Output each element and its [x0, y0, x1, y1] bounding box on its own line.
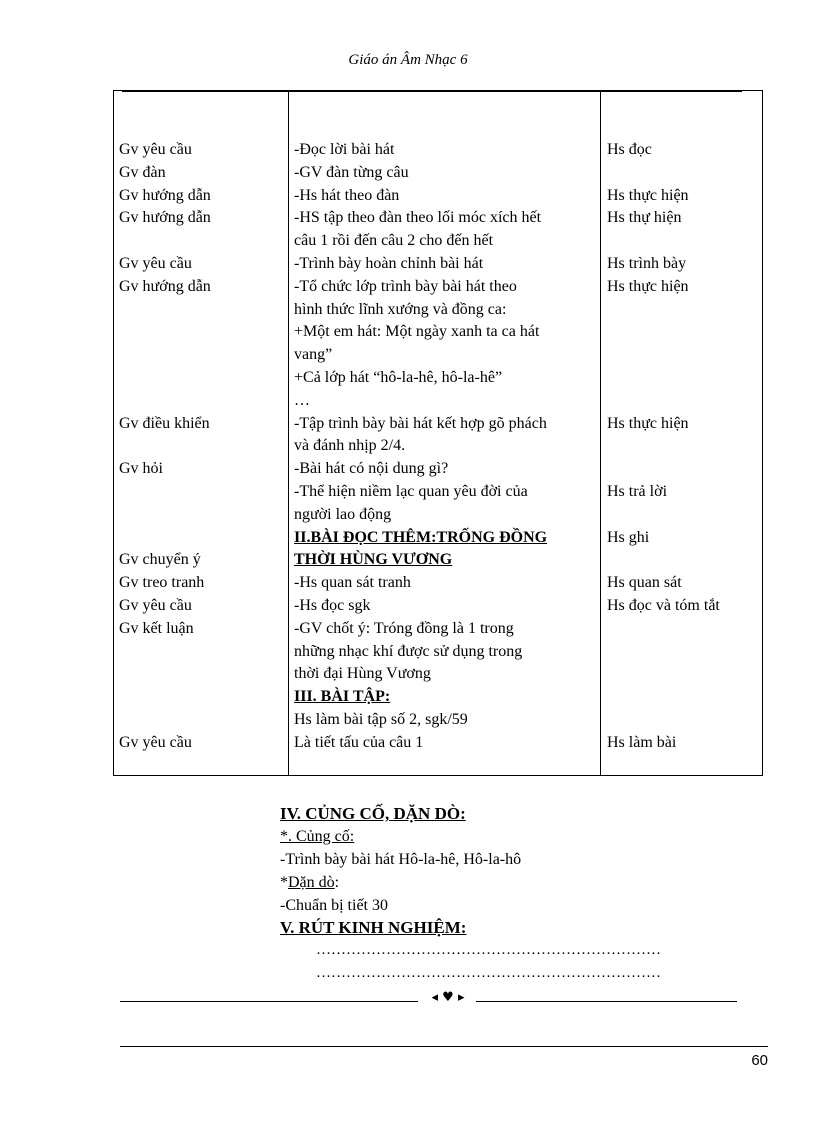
teacher-activity-cell: Gv đàn — [119, 163, 166, 181]
content-cell: người lao động — [294, 505, 392, 523]
content-cell: Hs làm bài tập số 2, sgk/59 — [294, 711, 468, 728]
content-cell: những nhạc khí được sử dụng trong — [294, 642, 523, 660]
table-column-divider-1 — [288, 90, 289, 776]
teacher-activity-cell: Gv hướng dẫn — [119, 209, 211, 227]
student-activity-cell: Hs quan sát — [607, 574, 682, 592]
student-activity-cell: Hs đọc — [607, 141, 652, 158]
summary-heading: IV. CỦNG CỐ, DẶN DÒ: — [280, 804, 466, 823]
ornament-heart-icon: ◂ ♥ ▸ — [431, 990, 465, 1005]
content-cell: -GV chốt ý: Tróng đồng là 1 trong — [294, 619, 514, 637]
content-cell: -Hs đọc sgk — [294, 597, 371, 614]
table-column-divider-2 — [600, 90, 601, 776]
content-cell: -Thể hiện niềm lạc quan yêu đời của — [294, 483, 528, 500]
ornament-line-right — [476, 1001, 737, 1002]
content-cell: THỜI HÙNG VƯƠNG — [294, 551, 453, 569]
homework-line — [280, 871, 339, 894]
content-cell: Là tiết tấu của câu 1 — [294, 733, 424, 751]
content-cell: hình thức lĩnh xướng và đồng ca: — [294, 300, 507, 318]
experience-heading: V. RÚT KINH NGHIỆM: — [280, 918, 467, 937]
consolidate-label: *. Củng cố: — [280, 828, 355, 845]
content-cell: III. BÀI TẬP: — [294, 688, 391, 706]
content-cell: -Tập trình bày bài hát kết hợp gõ phách — [294, 414, 547, 432]
content-cell: vang” — [294, 346, 333, 364]
student-activity-cell: Hs thực hiện — [607, 277, 689, 295]
page-number: 60 — [751, 1052, 768, 1069]
homework-label: Dặn dò — [288, 874, 335, 891]
student-activity-cell: Hs thực hiện — [607, 186, 689, 204]
student-activity-cell: Hs trả lời — [607, 483, 668, 500]
content-cell: -GV đàn từng câu — [294, 163, 409, 181]
content-cell: thời đại Hùng Vương — [294, 665, 431, 683]
teacher-activity-cell: Gv kết luận — [119, 619, 194, 637]
teacher-activity-cell: Gv yêu cầu — [119, 733, 192, 751]
content-cell: -HS tập theo đàn theo lối móc xích hết — [294, 209, 542, 227]
content-cell: câu 1 rồi đến câu 2 cho đến hết — [294, 232, 494, 250]
content-cell: +Cả lớp hát “hô-la-hê, hô-la-hê” — [294, 369, 503, 386]
page-header-title: Giáo án Âm Nhạc 6 — [348, 52, 468, 68]
ornament-line-left — [120, 1001, 418, 1002]
teacher-activity-cell: Gv hỏi — [119, 460, 163, 478]
content-cell: +Một em hát: Một ngày xanh ta ca hát — [294, 323, 540, 341]
content-cell: … — [294, 391, 310, 409]
student-activity-cell: Hs làm bài — [607, 733, 677, 751]
footer-line — [120, 1046, 768, 1047]
content-cell: và đánh nhịp 2/4. — [294, 437, 406, 455]
homework-colon: : — [334, 874, 340, 891]
content-cell: -Đọc lời bài hát — [294, 141, 395, 158]
teacher-activity-cell: Gv yêu cầu — [119, 141, 192, 158]
teacher-activity-cell: Gv điều khiển — [119, 414, 210, 432]
homework-star: * — [280, 874, 288, 891]
teacher-activity-cell: Gv hướng dẫn — [119, 277, 211, 295]
content-cell: -Hs hát theo đàn — [294, 186, 400, 204]
teacher-activity-cell: Gv yêu cầu — [119, 597, 192, 614]
student-activity-cell: Hs ghi — [607, 528, 650, 546]
table-top-inner-line — [122, 91, 742, 92]
student-activity-cell: Hs thực hiện — [607, 414, 689, 432]
consolidate-text: -Trình bày bài hát Hô-la-hê, Hô-la-hô — [280, 851, 522, 868]
teacher-activity-cell: Gv hướng dẫn — [119, 186, 211, 204]
dots-line-2: …………………………………………………………… — [316, 965, 661, 981]
content-cell: -Tổ chức lớp trình bày bài hát theo — [294, 277, 517, 295]
content-cell: -Trình bày hoàn chỉnh bài hát — [294, 255, 484, 272]
homework-text: -Chuẩn bị tiết 30 — [280, 897, 388, 914]
content-cell: II.BÀI ĐỌC THÊM:TRỐNG ĐỒNG — [294, 528, 548, 546]
student-activity-cell: Hs thự hiện — [607, 209, 682, 227]
teacher-activity-cell: Gv chuyển ý — [119, 551, 201, 569]
teacher-activity-cell: Gv yêu cầu — [119, 255, 192, 272]
teacher-activity-cell: Gv treo tranh — [119, 574, 205, 592]
dots-line-1: …………………………………………………………… — [316, 942, 661, 958]
student-activity-cell: Hs đọc và tóm tắt — [607, 597, 720, 614]
student-activity-cell: Hs trình bày — [607, 255, 687, 272]
content-cell: -Bài hát có nội dung gì? — [294, 460, 449, 478]
content-cell: -Hs quan sát tranh — [294, 574, 411, 592]
